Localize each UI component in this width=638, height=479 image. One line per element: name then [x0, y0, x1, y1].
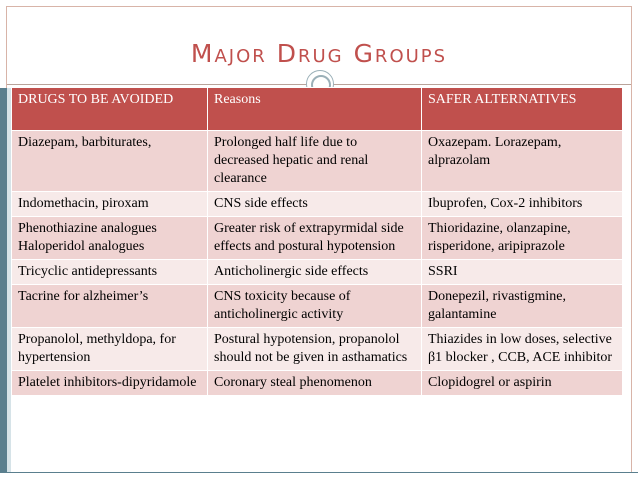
- table-row: [12, 192, 623, 217]
- cell-alternatives: Thiazides in low doses, selective β1 blocker , CCB, ACE inhibitor: [422, 328, 623, 371]
- slide-frame-right: [631, 6, 632, 472]
- cell-drugs: Diazepam, barbiturates,: [12, 131, 208, 192]
- table-row: [12, 328, 623, 371]
- table-row: [12, 285, 623, 328]
- column-header-alternatives: SAFER ALTERNATIVES: [422, 88, 623, 131]
- cell-reasons: Prolonged half life due to decreased hepatic and renal clearance: [208, 131, 422, 192]
- table-row: [12, 260, 623, 285]
- cell-reasons: Anticholinergic side effects: [208, 260, 422, 285]
- cell-alternatives: SSRI: [422, 260, 623, 285]
- cell-alternatives: Oxazepam. Lorazepam, alprazolam: [422, 131, 623, 192]
- cell-drugs: Propanolol, methyldopa, for hypertension: [12, 328, 208, 371]
- cell-alternatives: Donepezil, rivastigmine, galantamine: [422, 285, 623, 328]
- table-row: [12, 217, 623, 260]
- cell-drugs: Tricyclic antidepressants: [12, 260, 208, 285]
- cell-alternatives: Thioridazine, olanzapine, risperidone, aripiprazole: [422, 217, 623, 260]
- cell-alternatives: Ibuprofen, Cox-2 inhibitors: [422, 192, 623, 217]
- cell-reasons: CNS toxicity because of anticholinergic activity: [208, 285, 422, 328]
- left-accent-strip: [0, 88, 7, 473]
- cell-drugs: Indomethacin, piroxam: [12, 192, 208, 217]
- cell-drugs: Platelet inhibitors-dipyridamole: [12, 371, 208, 396]
- cell-drugs: Tacrine for alzheimer’s: [12, 285, 208, 328]
- drug-table: [11, 87, 623, 396]
- cell-reasons: Greater risk of extrapyrmidal side effects and postural hypotension: [208, 217, 422, 260]
- column-header-reasons: Reasons: [208, 88, 422, 131]
- table-row: [12, 131, 623, 192]
- cell-alternatives: Clopidogrel or aspirin: [422, 371, 623, 396]
- cell-drugs: Phenothiazine analogues Haloperidol analogues: [12, 217, 208, 260]
- table-row: [12, 371, 623, 396]
- cell-reasons: CNS side effects: [208, 192, 422, 217]
- bottom-accent-line: [0, 472, 638, 473]
- table-header-row: [12, 88, 623, 131]
- slide-title: Major Drug Groups: [190, 39, 448, 68]
- column-header-drugs: DRUGS TO BE AVOIDED: [12, 88, 208, 131]
- cell-reasons: Postural hypotension, propanolol should not be given in asthamatics: [208, 328, 422, 371]
- cell-reasons: Coronary steal phenomenon: [208, 371, 422, 396]
